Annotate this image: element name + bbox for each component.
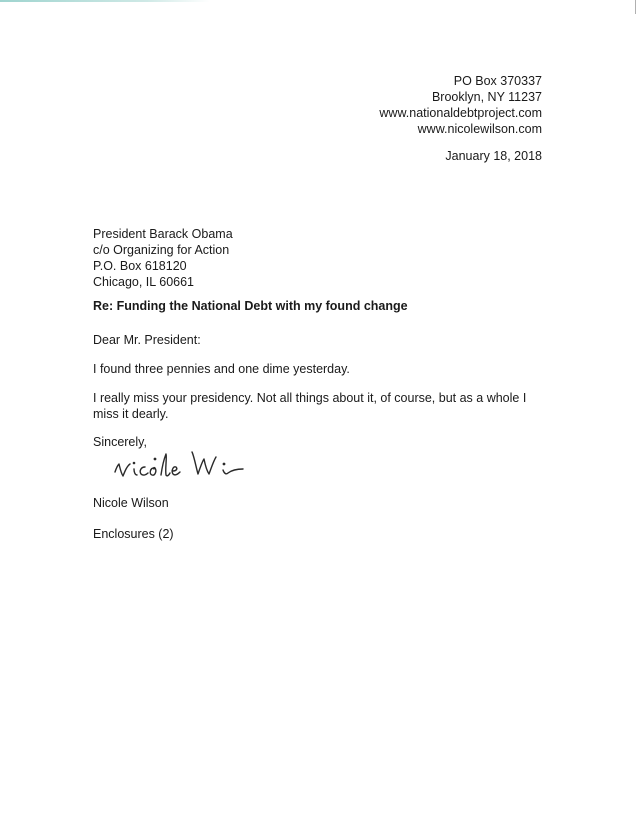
- sender-website-national-debt: www.nationaldebtproject.com: [379, 106, 542, 120]
- sender-city-state-zip: Brooklyn, NY 11237: [431, 90, 542, 104]
- recipient-care-of: c/o Organizing for Action: [93, 243, 230, 257]
- recipient-address-block: [93, 226, 233, 290]
- salutation: Dear Mr. President:: [93, 333, 201, 347]
- letter-date: January 18, 2018: [445, 149, 542, 163]
- enclosures-note: Enclosures (2): [93, 527, 174, 541]
- sender-website-personal: www.nicolewilson.com: [417, 122, 542, 136]
- recipient-po-box: P.O. Box 618120: [93, 259, 187, 273]
- body-paragraph-2: I really miss your presidency. Not all things about it, of course, but as a whole I miss it dearly.: [93, 391, 527, 421]
- handwritten-signature-icon: [112, 442, 252, 487]
- subject-line: Re: Funding the National Debt with my found change: [93, 299, 408, 313]
- recipient-city-state-zip: Chicago, IL 60661: [93, 275, 195, 289]
- signer-name: Nicole Wilson: [93, 496, 169, 510]
- sender-address-block: [379, 73, 542, 137]
- recipient-name: President Barack Obama: [93, 227, 233, 241]
- sender-po-box: PO Box 370337: [453, 74, 542, 88]
- closing: Sincerely,: [93, 435, 147, 449]
- body-paragraph-1: I found three pennies and one dime yesterday.: [93, 362, 350, 376]
